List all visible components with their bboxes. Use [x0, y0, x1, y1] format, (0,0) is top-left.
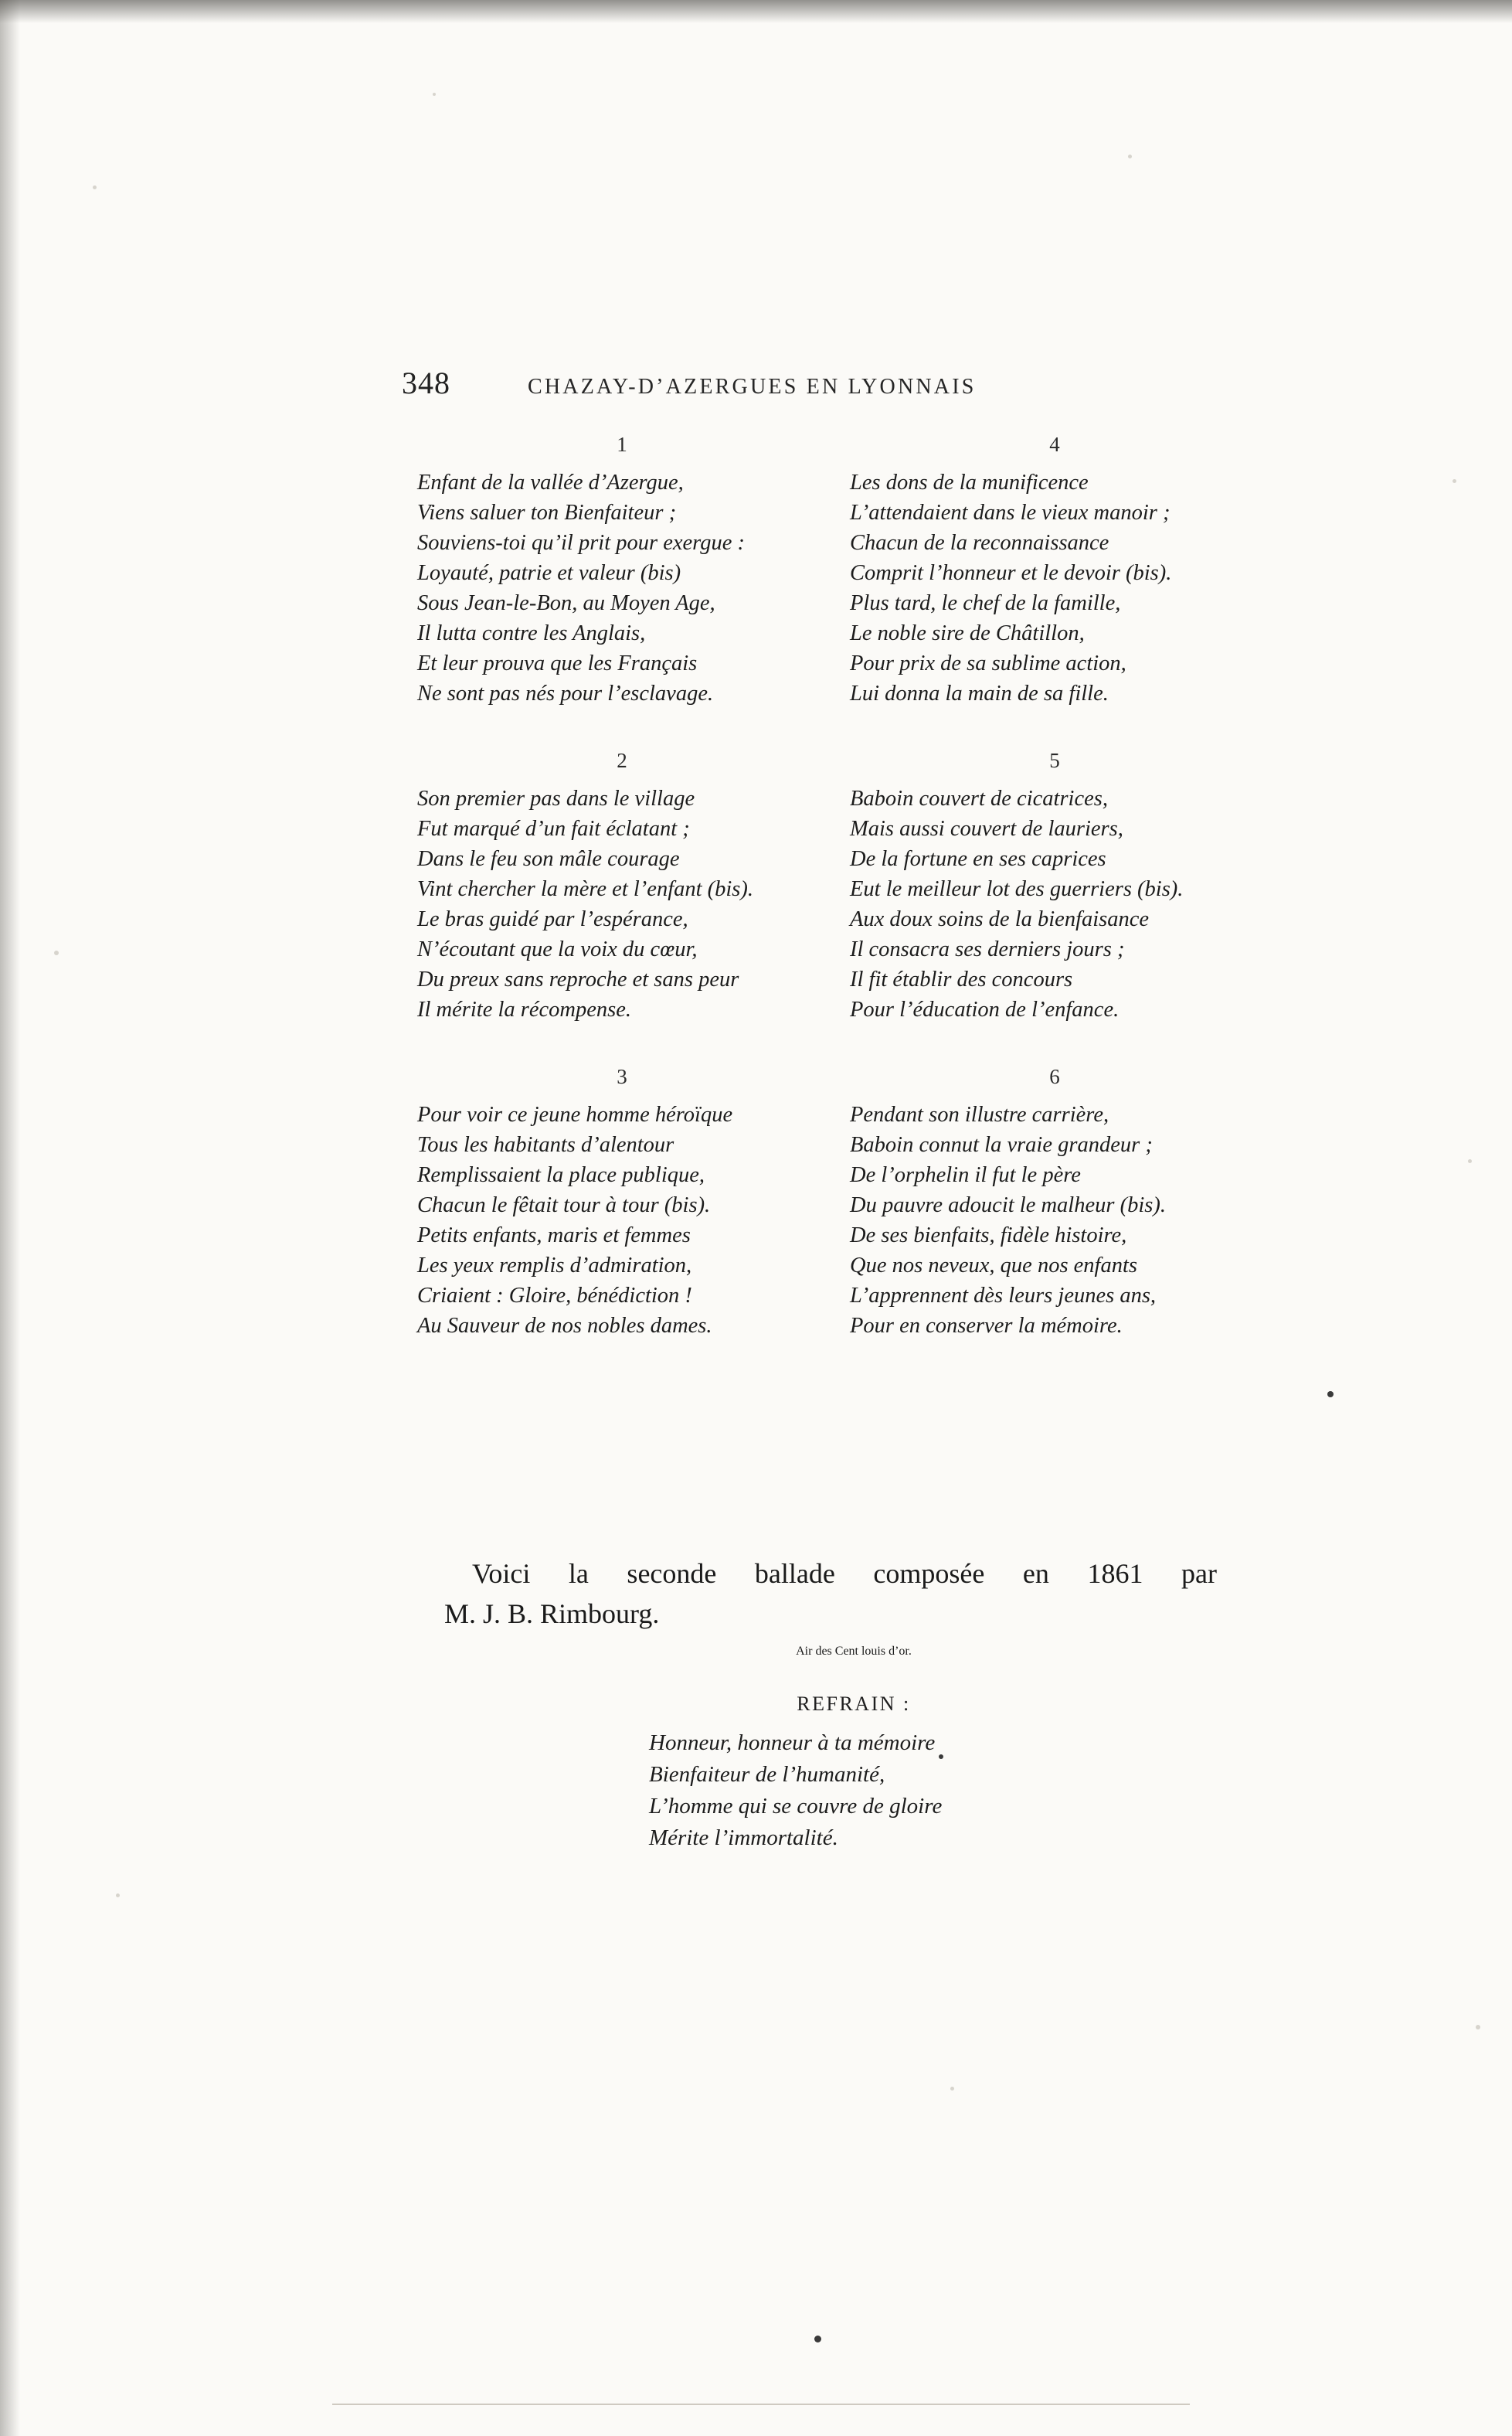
scan-speckle [1128, 155, 1132, 158]
verse-line: Du preux sans reproche et sans peur [417, 968, 739, 992]
refrain-line: L’homme qui se couvre de gloire [649, 1794, 943, 1818]
stanza [850, 1065, 1259, 1341]
verse-line: Chacun de la reconnaissance [850, 531, 1109, 555]
verse-line: Aux doux soins de la bienfaisance [850, 907, 1150, 931]
stanza-number: 4 [1049, 433, 1060, 456]
scan-speckle [116, 1893, 120, 1897]
page-number: 348 [402, 366, 450, 400]
verse-line: Il consacra ses derniers jours ; [850, 937, 1125, 961]
stanza [850, 433, 1259, 709]
verse-line: Petits enfants, maris et femmes [417, 1223, 691, 1247]
scan-speckle [1468, 1159, 1472, 1163]
verse-line: L’attendaient dans le vieux manoir ; [850, 501, 1171, 525]
intro-paragraph [444, 1553, 1217, 1634]
intro-line-1: Voici la seconde ballade composée en 1861 par [472, 1558, 1217, 1589]
verse-line: Criaient : Gloire, bénédiction ! [417, 1284, 692, 1308]
verse-line: Au Sauveur de nos nobles dames. [417, 1314, 712, 1338]
page-header [402, 365, 1174, 401]
stanza [417, 749, 827, 1025]
stanza-number: 6 [1049, 1065, 1060, 1088]
refrain-label: REFRAIN : [797, 1693, 911, 1715]
scan-speckle [1476, 2025, 1480, 2029]
verse-line: N’écoutant que la voix du cœur, [417, 937, 698, 961]
verse-line: Les yeux remplis d’admiration, [417, 1254, 692, 1278]
verse-line: Baboin connut la vraie grandeur ; [850, 1133, 1153, 1157]
verse-column-left [417, 433, 827, 1381]
verse-line: Il fit établir des concours [850, 968, 1073, 992]
verse-line: Le noble sire de Châtillon, [850, 621, 1085, 645]
stanza [417, 433, 827, 709]
verse-line: Il mérite la récompense. [417, 998, 631, 1022]
verse-line: L’apprennent dès leurs jeunes ans, [850, 1284, 1157, 1308]
stanza-number: 1 [617, 433, 627, 456]
refrain-line: Mérite l’immortalité. [649, 1825, 838, 1850]
verse-line: Sous Jean-le-Bon, au Moyen Age, [417, 591, 715, 615]
air-credit [417, 1645, 1290, 1659]
verse-line: Tous les habitants d’alentour [417, 1133, 674, 1157]
verse-line: Pour en conserver la mémoire. [850, 1314, 1123, 1338]
verse-line: Pendant son illustre carrière, [850, 1103, 1109, 1127]
scan-speckle [54, 951, 59, 955]
verse-column-right [850, 433, 1259, 1381]
stanza-number: 3 [617, 1065, 627, 1088]
scan-speckle [950, 2087, 954, 2091]
page-bottom-rule [332, 2404, 1190, 2405]
scan-speckle [1453, 479, 1456, 483]
scan-edge-shadow-top [0, 0, 1512, 23]
verse-line: Mais aussi couvert de lauriers, [850, 817, 1123, 841]
verse-line: Comprit l’honneur et le devoir (bis). [850, 561, 1172, 585]
verse-line: Le bras guidé par l’espérance, [417, 907, 688, 931]
verse-line: Vint chercher la mère et l’enfant (bis). [417, 877, 754, 901]
stanza [850, 749, 1259, 1025]
verse-line: Il lutta contre les Anglais, [417, 621, 646, 645]
verse-line: Eut le meilleur lot des guerriers (bis). [850, 877, 1184, 901]
stanza-number: 5 [1049, 749, 1060, 772]
verse-line: Plus tard, le chef de la famille, [850, 591, 1121, 615]
verse-line: Viens saluer ton Bienfaiteur ; [417, 501, 677, 525]
verse-line: Fut marqué d’un fait éclatant ; [417, 817, 690, 841]
verse-line: Pour voir ce jeune homme héroïque [417, 1103, 733, 1127]
scan-edge-shadow-left [0, 0, 20, 2436]
verse-line: Souviens-toi qu’il prit pour exergue : [417, 531, 745, 555]
verse-line: Les dons de la munificence [850, 471, 1089, 495]
scan-speckle [433, 93, 436, 96]
stanza-number: 2 [617, 749, 627, 772]
verse-line: Pour l’éducation de l’enfance. [850, 998, 1120, 1022]
verse-line: De ses bienfaits, fidèle histoire, [850, 1223, 1127, 1247]
ink-blot [814, 2336, 821, 2342]
verse-line: Lui donna la main de sa fille. [850, 682, 1109, 706]
intro-line-2: M. J. B. Rimbourg. [444, 1598, 660, 1629]
scan-speckle [93, 185, 97, 189]
running-title: CHAZAY-D’AZERGUES EN LYONNAIS [528, 375, 977, 399]
verse-line: Du pauvre adoucit le malheur (bis). [850, 1193, 1166, 1217]
verse-line: Pour prix de sa sublime action, [850, 652, 1126, 675]
verse-line: Remplissaient la place publique, [417, 1163, 705, 1187]
verse-line: Baboin couvert de cicatrices, [850, 787, 1108, 811]
verse-line: Et leur prouva que les Français [417, 652, 698, 675]
refrain-line: Honneur, honneur à ta mémoire [649, 1730, 936, 1755]
refrain-block [649, 1727, 1190, 1854]
verse-line: Loyauté, patrie et valeur (bis) [417, 561, 681, 585]
verse-line: Son premier pas dans le village [417, 787, 695, 811]
verse-line: Ne sont pas nés pour l’esclavage. [417, 682, 714, 706]
verse-line: De la fortune en ses caprices [850, 847, 1106, 871]
verse-line: Que nos neveux, que nos enfants [850, 1254, 1137, 1278]
air-credit-text: Air des Cent louis d’or. [796, 1645, 912, 1658]
refrain-line: Bienfaiteur de l’humanité, [649, 1762, 885, 1787]
verse-line: Dans le feu son mâle courage [417, 847, 680, 871]
verse-line: Enfant de la vallée d’Azergue, [417, 471, 684, 495]
verse-line: De l’orphelin il fut le père [850, 1163, 1081, 1187]
ink-blot [1327, 1391, 1334, 1397]
stanza [417, 1065, 827, 1341]
verse-line: Chacun le fêtait tour à tour (bis). [417, 1193, 711, 1217]
